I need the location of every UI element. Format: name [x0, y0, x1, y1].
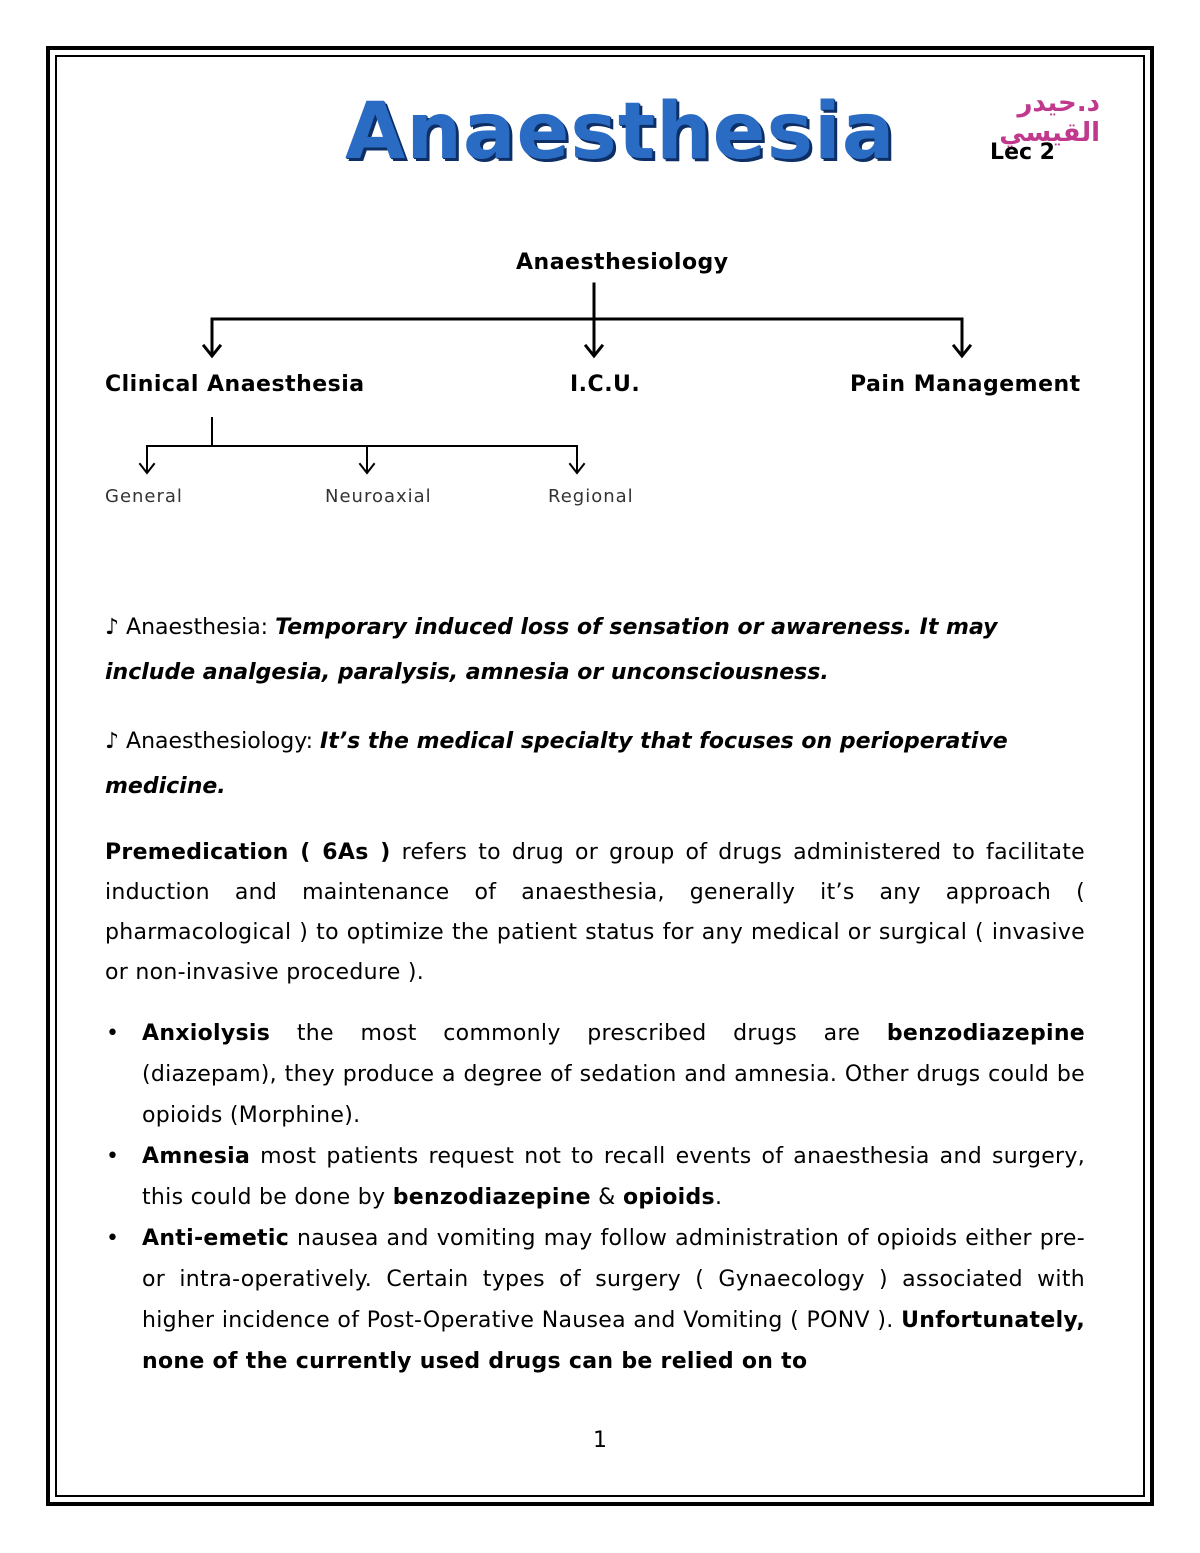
page-number: 1: [593, 1428, 607, 1453]
bullet-text: (diazepam), they produce a degree of sedation and amnesia. Other drugs could be opioids (Morphine).: [142, 1062, 1085, 1128]
list-item-anti-emetic: [142, 1218, 1085, 1382]
diagram-root-anaesthesiology: Anaesthesiology: [516, 250, 729, 275]
document-body: [105, 605, 1085, 1382]
list-item-anxiolysis: [142, 1013, 1085, 1136]
premedication-list: [105, 1013, 1085, 1382]
definition-term: Anaesthesia:: [126, 615, 269, 640]
bullet-term: Anxiolysis: [142, 1021, 271, 1046]
bullet-ampersand: &: [598, 1185, 616, 1210]
list-item-amnesia: [142, 1136, 1085, 1218]
sub-branch-regional: Regional: [548, 486, 634, 507]
bullet-end: .: [714, 1185, 723, 1210]
lecture-number: Lec 2: [990, 140, 1055, 165]
bullet-bold-drug: benzodiazepine: [886, 1021, 1086, 1046]
bullet-text: most patients request not to recall events of anaesthesia and surgery, this could be done by: [142, 1144, 1086, 1210]
bullet-text: nausea and vomiting may follow administration of opioids either pre- or intra-operatively. Certain types of surgery ( Gynaecology ) associated with higher incidence of Post-Operative Nausea and Vomiting ( PONV ).: [142, 1226, 1085, 1333]
definition-anaesthesia: [105, 605, 1085, 695]
premedication-term: Premedication ( 6As ): [105, 840, 391, 865]
music-note-icon: ♪: [105, 729, 120, 754]
sub-branch-general: General: [105, 486, 183, 507]
premedication-text: refers to drug or group of drugs administered to facilitate induction and maintenance of anaesthesia, generally it’s any approach ( pharmacological ) to optimize the patient status for any medical or surgical ( invasive or non-invasive procedure ).: [105, 840, 1085, 985]
definition-anaesthesiology: [105, 719, 1085, 809]
definition-text: Temporary induced loss of sensation or awareness. It may include analgesia, paralysis, amnesia or unconsciousness.: [105, 615, 998, 685]
bullet-term: Amnesia: [142, 1144, 251, 1169]
bullet-bold-sentence: Unfortunately, none of the currently used drugs can be relied on to: [142, 1308, 1085, 1374]
sub-branch-neuroaxial: Neuroaxial: [325, 486, 432, 507]
branch-clinical-anaesthesia: Clinical Anaesthesia: [105, 372, 365, 397]
branch-icu: I.C.U.: [570, 372, 641, 397]
bullet-bold-drug: opioids: [622, 1185, 715, 1210]
music-note-icon: ♪: [105, 615, 120, 640]
definition-text: It’s the medical specialty that focuses on perioperative medicine.: [105, 729, 1008, 799]
author-name: د.حيدر القيسي: [999, 88, 1100, 148]
bullet-bold-drug: benzodiazepine: [392, 1185, 591, 1210]
document-title: Anaesthesia: [345, 87, 896, 177]
definition-term: Anaesthesiology:: [126, 729, 314, 754]
branch-pain-management: Pain Management: [850, 372, 1081, 397]
classification-diagram: [0, 0, 1200, 560]
bullet-text: the most commonly prescribed drugs are: [296, 1021, 861, 1046]
bullet-term: Anti-emetic: [142, 1226, 290, 1251]
premedication-paragraph: [105, 833, 1085, 993]
